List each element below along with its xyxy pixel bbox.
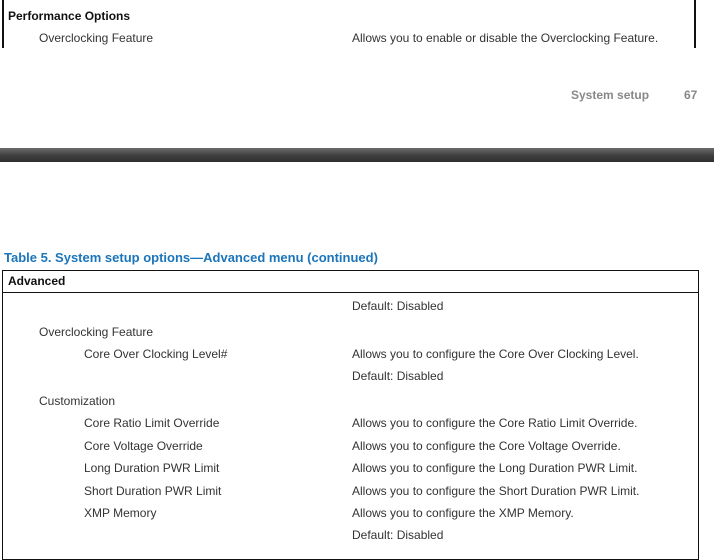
row-description: Allows you to configure the Core Ratio Limit Override. — [352, 416, 638, 430]
footer-section-label: System setup — [571, 88, 650, 102]
row-description: Allows you to configure the Core Over Clocking Level. — [352, 347, 639, 361]
row-description: Allows you to configure the Core Voltage Override. — [352, 439, 621, 453]
overclocking-feature-label: Overclocking Feature — [39, 31, 154, 45]
advanced-header: Advanced — [8, 274, 66, 288]
page-number: 67 — [684, 88, 698, 102]
row-description: Allows you to configure the Short Duration PWR Limit. — [352, 484, 640, 498]
performance-options-header: Performance Options — [8, 9, 131, 23]
page-break-divider — [0, 148, 714, 162]
row-label: Core Voltage Override — [84, 439, 203, 453]
overclocking-feature-description: Allows you to enable or disable the Overclocking Feature. — [352, 31, 659, 45]
row-description: Allows you to configure the Long Duration PWR Limit. — [352, 461, 638, 475]
row-label: Core Over Clocking Level# — [84, 347, 228, 361]
header-separator — [2, 292, 699, 293]
row-label: Short Duration PWR Limit — [84, 484, 222, 498]
row-label: Long Duration PWR Limit — [84, 461, 220, 475]
row-label: Core Ratio Limit Override — [84, 416, 220, 430]
row-label: Overclocking Feature — [39, 325, 154, 339]
row-label: Customization — [39, 394, 116, 408]
row-description: Default: Disabled — [352, 528, 444, 542]
row-description: Default: Disabled — [352, 299, 444, 313]
row-description: Allows you to configure the XMP Memory. — [352, 506, 574, 520]
row-description: Default: Disabled — [352, 369, 444, 383]
row-label: XMP Memory — [84, 506, 157, 520]
table-title: Table 5. System setup options—Advanced menu (continued) — [4, 250, 378, 265]
